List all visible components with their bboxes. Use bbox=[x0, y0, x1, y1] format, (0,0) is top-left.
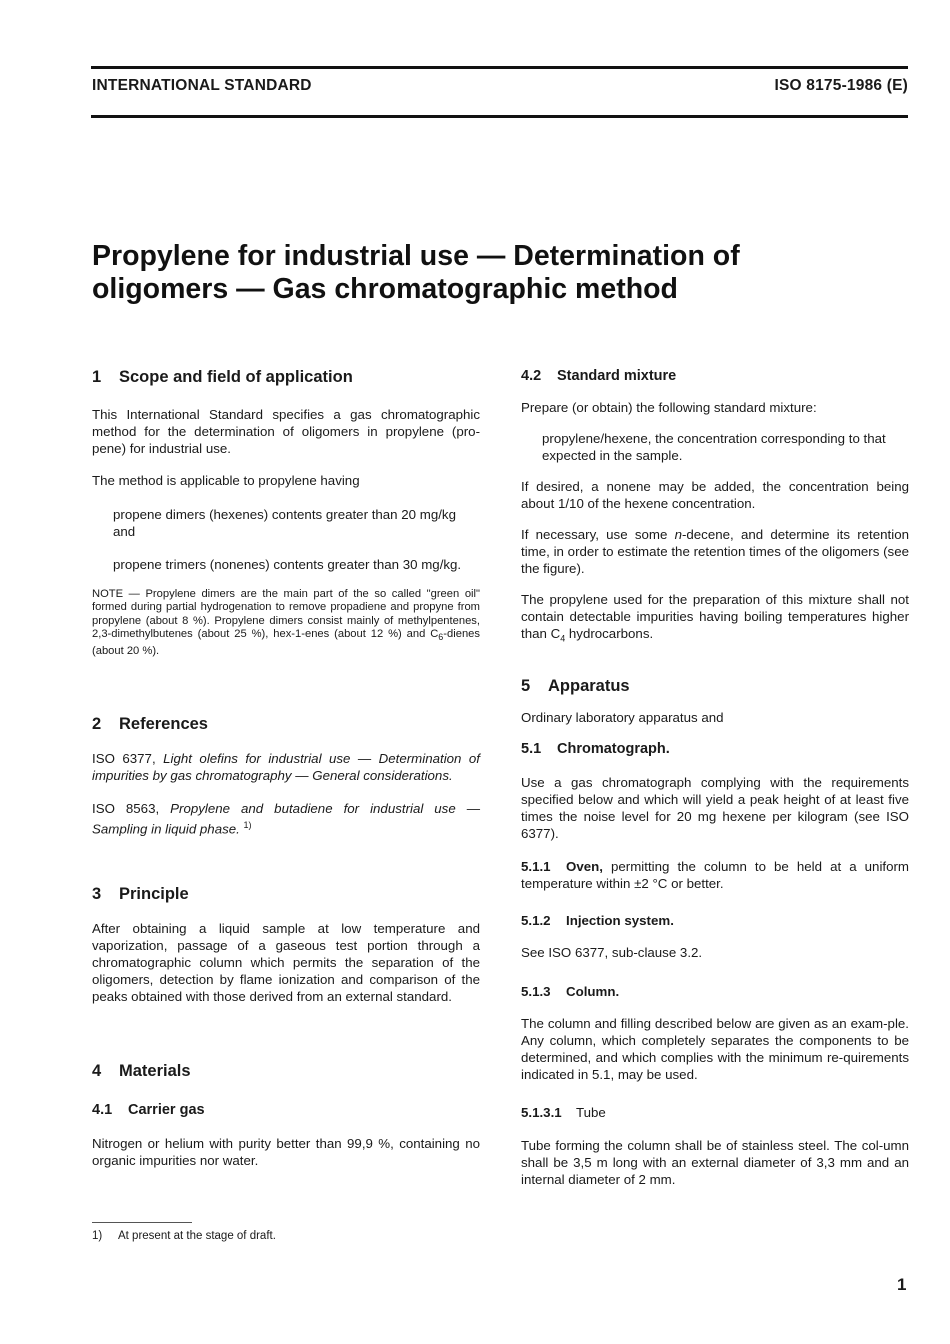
section-title: Materials bbox=[119, 1061, 191, 1080]
clause-title: Tube bbox=[576, 1104, 606, 1120]
section-number: 1 bbox=[92, 368, 102, 386]
clause-number: 5.1.3 bbox=[521, 983, 551, 999]
section-5-1-3-1-paragraph: Tube forming the column shall be of stainless steel. The col-umn shall be 3,5 m long with an external diameter of 3,3 mm and an internal diameter of 2 mm. bbox=[521, 1137, 909, 1187]
section-1-paragraph-2: The method is applicable to propylene having bbox=[92, 473, 360, 488]
note-text-end: -dienes (about 20 %). bbox=[92, 628, 480, 657]
clause-number bbox=[521, 859, 566, 874]
section-3-paragraph: After obtaining a liquid sample at low temperature and vaporization, passage of a gaseous test portion through a chromatographic column which permits the separation of the oligomers, detection by flame ionization and comparison of the peaks obtained with those derived from an external standard. bbox=[92, 920, 480, 1004]
reference-title: Propylene and butadiene for industrial use — Sampling in liquid phase. bbox=[92, 801, 480, 837]
right-column bbox=[521, 362, 909, 1188]
subsection-number: 5.1 bbox=[521, 740, 542, 757]
page-number: 1 bbox=[897, 1275, 907, 1294]
text-run: hydrocarbons. bbox=[565, 626, 654, 641]
section-4-1-paragraph: Nitrogen or helium with purity better than 99,9 %, containing no organic impurities nor water. bbox=[92, 1135, 480, 1168]
subsection-number: 4.2 bbox=[521, 368, 542, 384]
header-rule-top bbox=[91, 66, 908, 69]
subsection-title: Standard mixture bbox=[557, 368, 677, 384]
header-label: INTERNATIONAL STANDARD bbox=[92, 77, 312, 94]
section-1-note bbox=[92, 588, 480, 658]
section-title: References bbox=[119, 715, 208, 734]
reference-title: Light olefins for industrial use — Determination of impurities by gas chromatography — General considerations. bbox=[92, 751, 480, 784]
section-4-2-paragraph-4 bbox=[521, 591, 909, 648]
footnote-number: 1) bbox=[92, 1230, 103, 1242]
section-number: 3 bbox=[92, 884, 102, 903]
clause-number: 5.1.3.1 bbox=[521, 1104, 562, 1120]
clause-title: Oven, bbox=[566, 858, 603, 874]
section-4-2-heading bbox=[521, 367, 909, 385]
section-5-paragraph: Ordinary laboratory apparatus and bbox=[521, 709, 724, 725]
section-5-1-3-1-heading bbox=[521, 1104, 909, 1121]
note-text: NOTE — Propylene dimers are the main part of the so called "green oil" formed during partial hydrogenation to remove propadiene and propyne from propylene (about 8 %). Propylene dimers consist mainly of methylpentenes, 2,3-dimethylbutenes (about 25 %), hex-1-enes (about 12 %) and C bbox=[92, 588, 480, 641]
section-title: Apparatus bbox=[548, 676, 630, 695]
footnote-rule bbox=[92, 1222, 192, 1223]
clause-title: Injection system. bbox=[566, 912, 674, 928]
reference-code: ISO 6377, bbox=[92, 751, 156, 767]
subsection-number: 4.1 bbox=[92, 1101, 113, 1118]
text-run: If necessary, use some bbox=[521, 527, 675, 542]
header-standard-number: ISO 8175-1986 (E) bbox=[774, 77, 908, 94]
section-4-1-heading bbox=[92, 1101, 480, 1119]
section-title: Scope and field of application bbox=[119, 368, 353, 386]
reference-2 bbox=[92, 800, 480, 837]
section-4-2-paragraph-2: If desired, a nonene may be added, the concentration being about 1/10 of the hexene concentration. bbox=[521, 479, 909, 511]
section-5-1-1 bbox=[521, 858, 909, 892]
section-number: 5 bbox=[521, 676, 531, 695]
clause-title: Column. bbox=[566, 983, 620, 999]
reference-1 bbox=[92, 750, 480, 784]
section-4-2-paragraph-3 bbox=[521, 526, 909, 577]
section-5-1-heading bbox=[521, 740, 909, 758]
section-title: Principle bbox=[119, 884, 189, 903]
title-line-1: Propylene for industrial use — Determination of bbox=[92, 240, 740, 272]
footnote-text: At present at the stage of draft. bbox=[118, 1230, 276, 1242]
text-run: -decene, and determine its retention time, in order to estimate the retention times of the oligomers (see the figure). bbox=[521, 527, 909, 576]
section-1-item-2: propene trimers (nonenes) contents greater than 30 mg/kg. bbox=[113, 557, 462, 572]
footnote bbox=[92, 1230, 276, 1242]
section-5-1-paragraph: Use a gas chromatograph complying with the requirements specified below and which will yield a peak height of at least five times the noise level for 20 mg hexene per kilogram (see ISO 6377). bbox=[521, 774, 909, 841]
section-number: 4 bbox=[92, 1061, 102, 1080]
footnote-marker: 1) bbox=[243, 820, 252, 831]
reference-code: ISO 8563, bbox=[92, 801, 160, 817]
section-3-heading bbox=[92, 884, 480, 904]
section-4-heading bbox=[92, 1061, 480, 1081]
document-title bbox=[92, 240, 852, 306]
clause-number: 5.1.2 bbox=[521, 912, 551, 928]
subsection-title: Chromatograph. bbox=[557, 740, 670, 757]
section-2-heading bbox=[92, 714, 480, 734]
section-1-heading bbox=[92, 367, 480, 387]
clause-text: permitting the column to be held at a uniform temperature within ±2 °C or better. bbox=[521, 858, 909, 891]
subscript: 4 bbox=[560, 633, 566, 644]
section-5-1-3-heading bbox=[521, 983, 909, 1000]
text-run: The propylene used for the preparation of this mixture shall not contain detectable impurities having boiling temperatures higher than C bbox=[521, 592, 909, 641]
section-1-item-1: propene dimers (hexenes) contents greater than 20 mg/kg and bbox=[113, 507, 456, 539]
title-line-2: oligomers — Gas chromatographic method bbox=[92, 273, 678, 305]
subsection-title: Carrier gas bbox=[128, 1101, 205, 1118]
note-subscript: 6 bbox=[438, 632, 444, 643]
section-5-heading bbox=[521, 676, 909, 696]
section-4-2-paragraph-1: Prepare (or obtain) the following standard mixture: bbox=[521, 400, 817, 415]
left-column bbox=[92, 362, 480, 1169]
header-rule-bottom bbox=[91, 115, 908, 118]
section-5-1-3-paragraph: The column and filling described below are given as an exam-ple. Any column, which completely separates the components to be determined, and which complies with the minimum re-quirements indicated in 5.1, may be used. bbox=[521, 1015, 909, 1082]
clause-number-text: 5.1.1 bbox=[521, 858, 551, 874]
section-4-2-item: propylene/hexene, the concentration corresponding to that expected in the sample. bbox=[542, 431, 886, 463]
section-5-1-2-heading bbox=[521, 912, 909, 929]
section-1-paragraph-1: This International Standard specifies a gas chromatographic method for the determination of oligomers in propylene (pro-pene) for industrial use. bbox=[92, 407, 480, 456]
text-run-italic: n bbox=[674, 527, 682, 542]
section-5-1-2-paragraph: See ISO 6377, sub-clause 3.2. bbox=[521, 944, 703, 960]
section-number: 2 bbox=[92, 715, 102, 734]
